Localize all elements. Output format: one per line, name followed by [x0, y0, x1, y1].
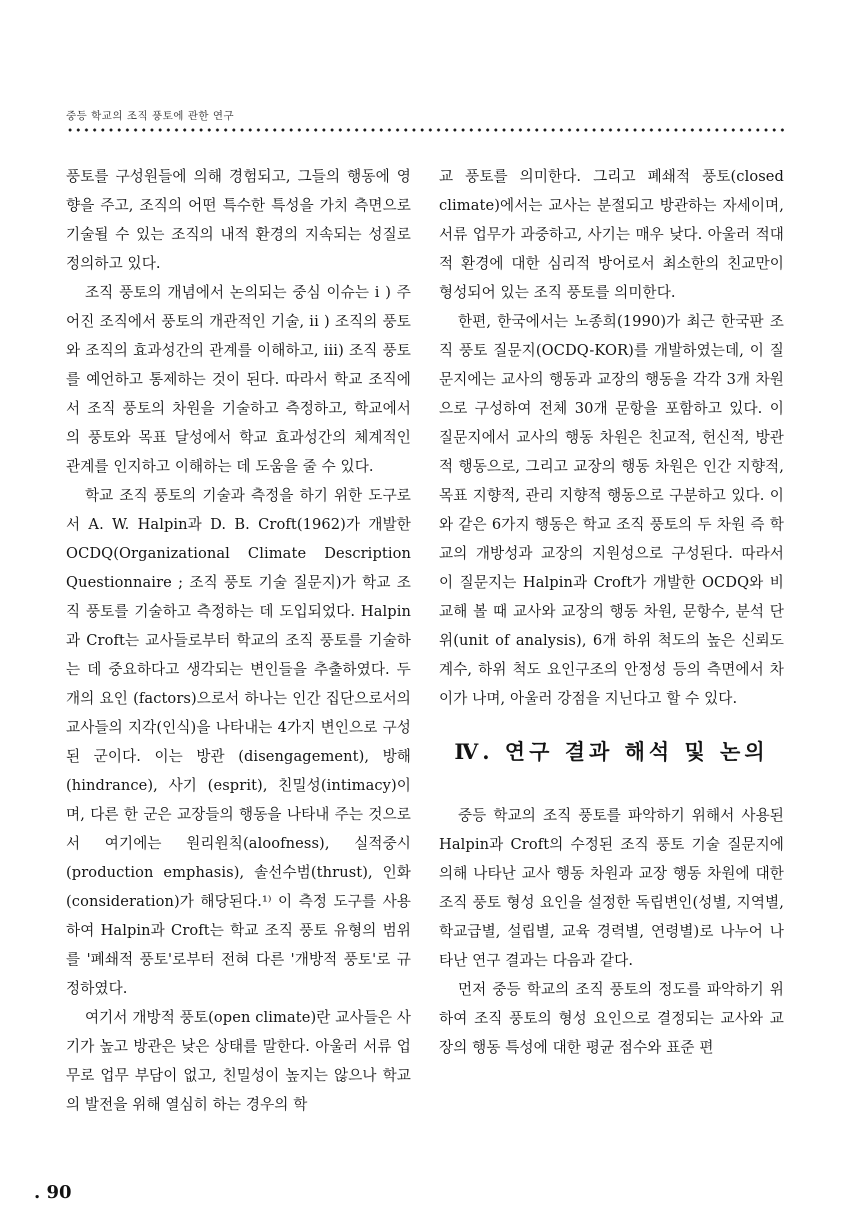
left-paragraph-1: 풍토를 구성원들에 의해 경험되고, 그들의 행동에 영향을 주고, 조직의 어떤 특수한 특성을 가치 측면으로 기술될 수 있는 조직의 내적 환경의 지속되는 성질로 정의하고 있다.: [66, 168, 411, 272]
right-paragraph-4: 먼저 중등 학교의 조직 풍토의 정도를 파악하기 위하여 조직 풍토의 형성 요인으로 결정되는 교사와 교장의 행동 특성에 대한 평균 점수와 표준 편: [439, 981, 784, 1056]
right-paragraph-3: 중등 학교의 조직 풍토를 파악하기 위해서 사용된 Halpin과 Croft의 수정된 조직 풍토 기술 질문지에 의해 나타난 교사 행동 차원과 교장 행동 차원에 대한 조직 풍토 형성 요인을 설정한 독립변인(성별, 지역별, 학교급별, 설립별, 교육 경력별, 연령별)로 나누어 나타난 연구 결과는 다음과 같다.: [439, 807, 784, 969]
left-paragraph-4: 여기서 개방적 풍토(open climate)란 교사들은 사기가 높고 방관은 낮은 상태를 말한다. 아울러 서류 업무로 업무 부담이 없고, 친밀성이 높지는 않으나 학교의 발전을 위해 열심히 하는 경우의 학: [66, 1009, 411, 1113]
section-heading: Ⅳ. 연구 결과 해석 및 논의: [454, 739, 769, 764]
right-paragraph-1: 교 풍토를 의미한다. 그리고 폐쇄적 풍토(closed climate)에서는 교사는 분절되고 방관하는 자세이며, 서류 업무가 과중하고, 사기는 매우 낮다. 아울러 적대적 환경에 대한 심리적 방어로서 최소한의 친교만이 형성되어 있는 조직 풍토를 의미한다.: [439, 168, 784, 301]
header-dotted-rule: [66, 126, 784, 134]
left-paragraph-2: 조직 풍토의 개념에서 논의되는 중심 이슈는 i ) 주어진 조직에서 풍토의 개관적인 기술, ii ) 조직의 풍토와 조직의 효과성간의 관계를 이해하고, iii) 조직 풍토를 예언하고 통제하는 것이 된다. 따라서 학교 조직에서 조직 풍토의 차원을 기술하고 측정하고, 학교에서의 풍토와 목표 달성에서 학교 효과성간의 체계적인 관계를 인지하고 이해하는 데 도움을 줄 수 있다.: [66, 284, 411, 475]
left-column: [66, 162, 411, 1119]
running-head-title: 중등 학교의 조직 풍토에 관한 연구: [66, 110, 235, 122]
right-paragraph-2: 한편, 한국에서는 노종희(1990)가 최근 한국판 조직 풍토 질문지(OCDQ-KOR)를 개발하였는데, 이 질문지에는 교사의 행동과 교장의 행동을 각각 3개 차원으로 구성하여 전체 30개 문항을 포함하고 있다. 이 질문지에서 교사의 행동 차원은 친교적, 헌신적, 방관적 행동으로, 그리고 교장의 행동 차원은 인간 지향적, 목표 지향적, 관리 지향적 행동으로 구분하고 있다. 이와 같은 6가지 행동은 학교 조직 풍토의 두 차원 즉 학교의 개방성과 교장의 지원성으로 구성된다. 따라서 이 질문지는 Halpin과 Croft가 개발한 OCDQ와 비교해 볼 때 교사와 교장의 행동 차원, 문항수, 분석 단위(unit of analysis), 6개 하위 척도의 높은 신뢰도 계수, 하위 척도 요인구조의 안정성 등의 측면에서 차이가 나며, 아울러 강점을 지닌다고 할 수 있다.: [439, 313, 784, 707]
page-number: . 90: [34, 1182, 72, 1203]
left-paragraph-3: 학교 조직 풍토의 기술과 측정을 하기 위한 도구로서 A. W. Halpin과 D. B. Croft(1962)가 개발한 OCDQ(Organizational Climate Description Questionnaire ; 조직 풍토 기술 질문지)가 학교 조직 풍토를 기술하고 측정하는 데 도입되었다. Halpin과 Croft는 교사들로부터 학교의 조직 풍토를 기술하는 데 중요하다고 생각되는 변인들을 추출하였다. 두개의 요인 (factors)으로서 하나는 인간 집단으로서의 교사들의 지각(인식)을 나타내는 4가지 변인으로 구성된 군이다. 이는 방관 (disengagement), 방해(hindrance), 사기 (esprit), 친밀성(intimacy)이며, 다른 한 군은 교장들의 행동을 나타내 주는 것으로서 여기에는 원리원칙(aloofness), 실적중시(production emphasis), 솔선수범(thrust), 인화 (consideration)가 해당된다.¹⁾ 이 측정 도구를 사용하여 Halpin과 Croft는 학교 조직 풍토 유형의 범위를 '폐쇄적 풍토'로부터 전혀 다른 '개방적 풍토'로 규정하였다.: [66, 487, 411, 997]
right-column: [439, 162, 784, 1062]
